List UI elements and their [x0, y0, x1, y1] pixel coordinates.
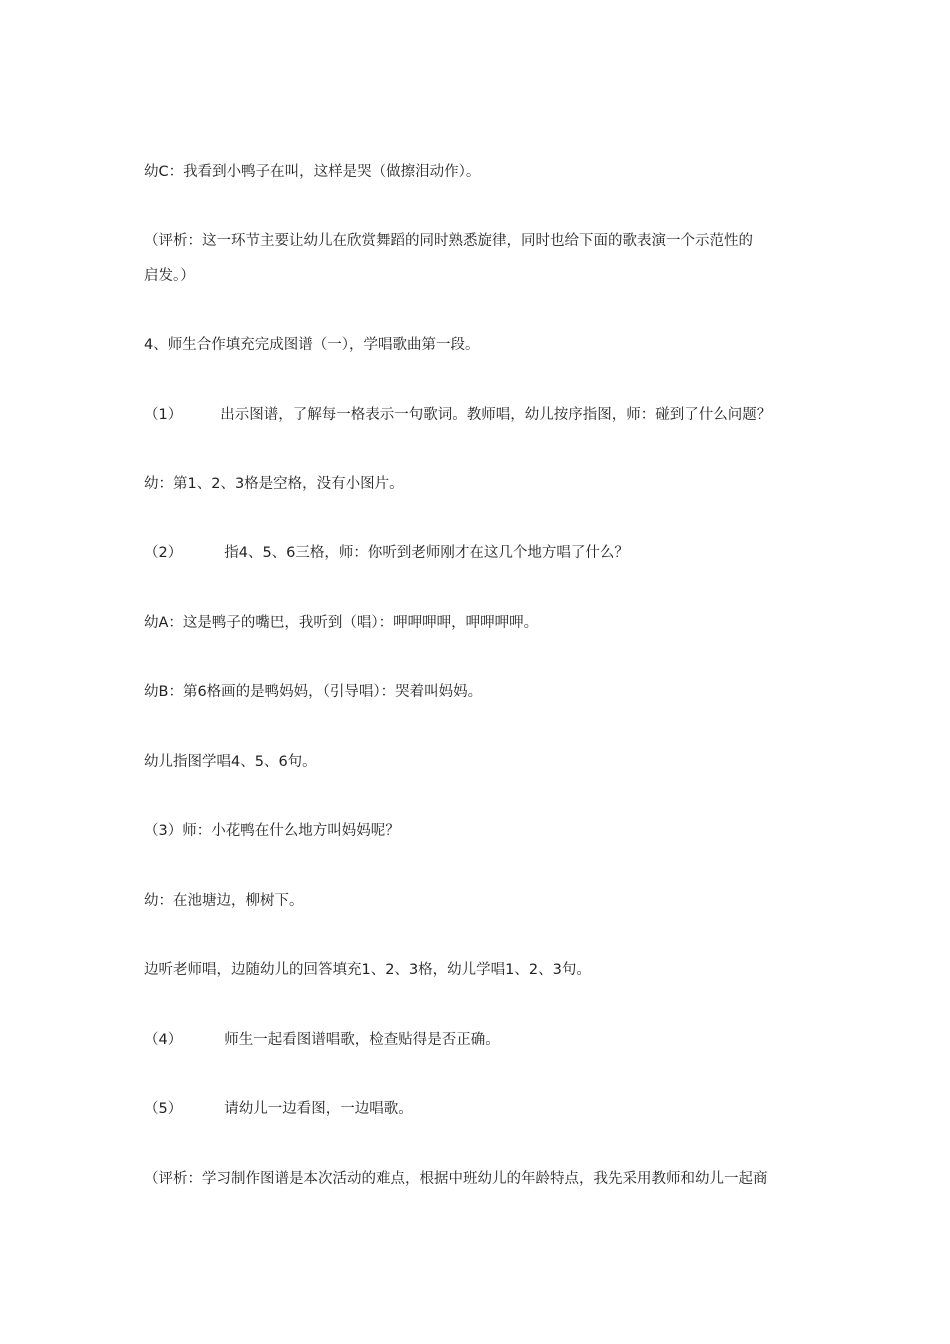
item-number: （4） [144, 1032, 183, 1048]
paragraph-step-4: 4、师生合作填充完成图谱（一），学唱歌曲第一段。 [144, 337, 480, 353]
item-text: 师生一起看图谱唱歌，检查贴得是否正确。 [224, 1032, 500, 1048]
paragraph-item-5 [144, 1099, 413, 1119]
paragraph-item-1 [144, 405, 771, 425]
paragraph-teacher-fill: 边听老师唱，边随幼儿的回答填充1、2、3格，幼儿学唱1、2、3句。 [144, 962, 591, 978]
paragraph-children-sing: 幼儿指图学唱4、5、6句。 [144, 754, 317, 770]
item-number: （5） [144, 1101, 183, 1117]
paragraph-item-2 [144, 543, 629, 563]
item-number: （2） [144, 545, 183, 561]
item-text: 请幼儿一边看图，一边唱歌。 [224, 1101, 413, 1117]
paragraph-item-4 [144, 1030, 500, 1050]
paragraph-child-a: 幼A：这是鸭子的嘴巴，我听到（唱）：呷呷呷呷，呷呷呷呷。 [144, 615, 539, 631]
paragraph-analysis-1-line2: 启发。） [144, 268, 195, 284]
paragraph-child-answer-2: 幼：在池塘边，柳树下。 [144, 893, 304, 909]
paragraph-item-3: （3）师：小花鸭在什么地方叫妈妈呢？ [144, 823, 400, 839]
paragraph-child-answer-1: 幼：第1、2、3格是空格，没有小图片。 [144, 476, 404, 492]
item-number: （1） [144, 407, 183, 423]
paragraph-analysis-1-line1: （评析：这一环节主要让幼儿在欣赏舞蹈的同时熟悉旋律，同时也给下面的歌表演一个示范性的 [144, 233, 753, 249]
paragraph-child-b: 幼B：第6格画的是鸭妈妈，（引导唱）：哭着叫妈妈。 [144, 684, 483, 700]
item-text: 出示图谱，了解每一格表示一句歌词。教师唱，幼儿按序指图，师：碰到了什么问题？ [220, 407, 772, 423]
item-text: 指4、5、6三格，师：你听到老师刚才在这几个地方唱了什么？ [224, 545, 629, 561]
paragraph-analysis-2: （评析：学习制作图谱是本次活动的难点，根据中班幼儿的年龄特点，我先采用教师和幼儿一起商 [144, 1171, 768, 1187]
paragraph-child-c: 幼C：我看到小鸭子在叫，这样是哭（做擦泪动作）。 [144, 164, 481, 180]
